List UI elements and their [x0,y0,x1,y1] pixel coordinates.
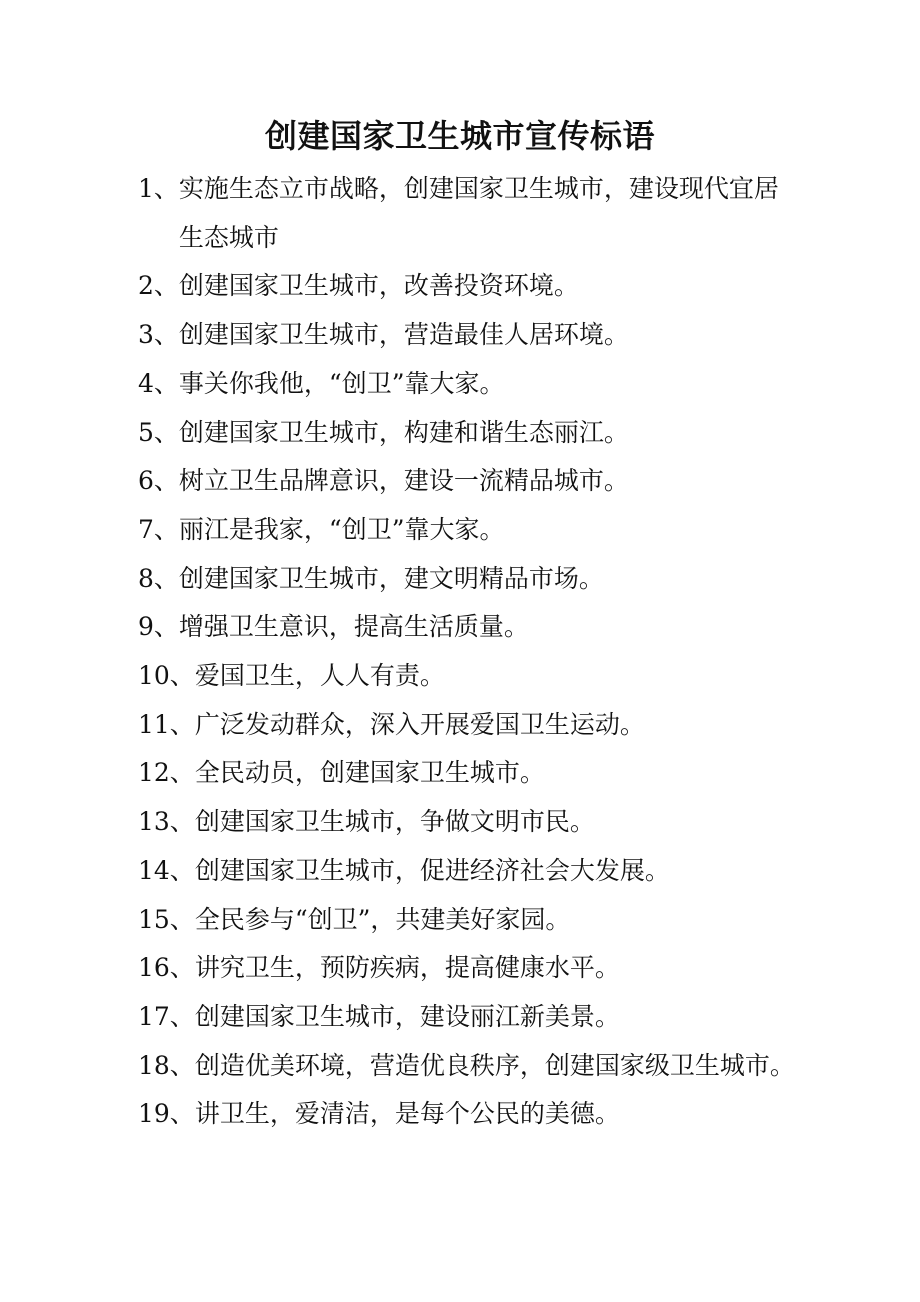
item-text: 创建国家卫生城市，建文明精品市场。 [178,563,604,593]
item-text: 创建国家卫生城市，构建和谐生态丽江。 [178,417,629,447]
item-number: 10、 [138,661,195,691]
list-item [138,360,798,409]
list-item [138,749,798,798]
list-item [138,798,798,847]
item-text: 爱国卫生，人人有责。 [194,661,445,691]
item-text: 创建国家卫生城市，争做文明市民。 [194,807,595,837]
item-number: 16、 [138,953,195,983]
list-item [138,506,798,555]
list-item [138,555,798,604]
item-text: 讲究卫生，预防疾病，提高健康水平。 [194,953,620,983]
item-text: 增强卫生意识，提高生活质量。 [178,612,529,642]
item-number: 13、 [138,807,195,837]
item-text: 树立卫生品牌意识，建设一流精品城市。 [178,466,629,496]
item-number: 8、 [138,563,179,593]
item-number: 17、 [138,1001,195,1031]
list-item [138,457,798,506]
item-number: 4、 [138,368,179,398]
list-item [138,896,798,945]
list-item [138,409,798,458]
item-number: 18、 [138,1050,195,1080]
item-text: 创建国家卫生城市，营造最佳人居环境。 [178,320,629,350]
item-number: 19、 [138,1099,195,1129]
item-number: 3、 [138,320,179,350]
item-text: 创建国家卫生城市，建设丽江新美景。 [194,1001,620,1031]
item-number: 11、 [138,709,195,739]
item-text: 全民参与“创卫”，共建美好家园。 [194,904,571,934]
list-item [138,847,798,896]
item-number: 6、 [138,466,179,496]
item-text: 事关你我他，“创卫”靠大家。 [178,368,505,398]
list-item [138,652,798,701]
item-text: 创建国家卫生城市，促进经济社会大发展。 [194,855,670,885]
page-title: 创建国家卫生城市宣传标语 [264,117,655,155]
item-text: 实施生态立市战略，创建国家卫生城市，建设现代宜居生态城市 [178,174,779,252]
slogan-list [138,165,798,1139]
item-number: 15、 [138,904,195,934]
list-item [138,311,798,360]
item-text: 讲卫生，爱清洁，是每个公民的美德。 [194,1099,620,1129]
item-number: 9、 [138,612,179,642]
list-item [138,262,798,311]
item-number: 14、 [138,855,195,885]
list-item [138,165,798,262]
item-text: 创造优美环境，营造优良秩序，创建国家级卫生城市。 [194,1050,795,1080]
item-number: 7、 [138,514,179,544]
list-item [138,603,798,652]
item-text: 丽江是我家，“创卫”靠大家。 [178,514,505,544]
list-item [138,1042,798,1091]
list-item [138,701,798,750]
item-number: 5、 [138,417,179,447]
item-number: 2、 [138,271,179,301]
item-number: 12、 [138,758,195,788]
list-item [138,1090,798,1139]
list-item [138,944,798,993]
item-number: 1、 [138,174,179,203]
list-item [138,993,798,1042]
item-text: 创建国家卫生城市，改善投资环境。 [178,271,579,301]
item-text: 广泛发动群众，深入开展爱国卫生运动。 [194,709,645,739]
item-text: 全民动员，创建国家卫生城市。 [194,758,545,788]
